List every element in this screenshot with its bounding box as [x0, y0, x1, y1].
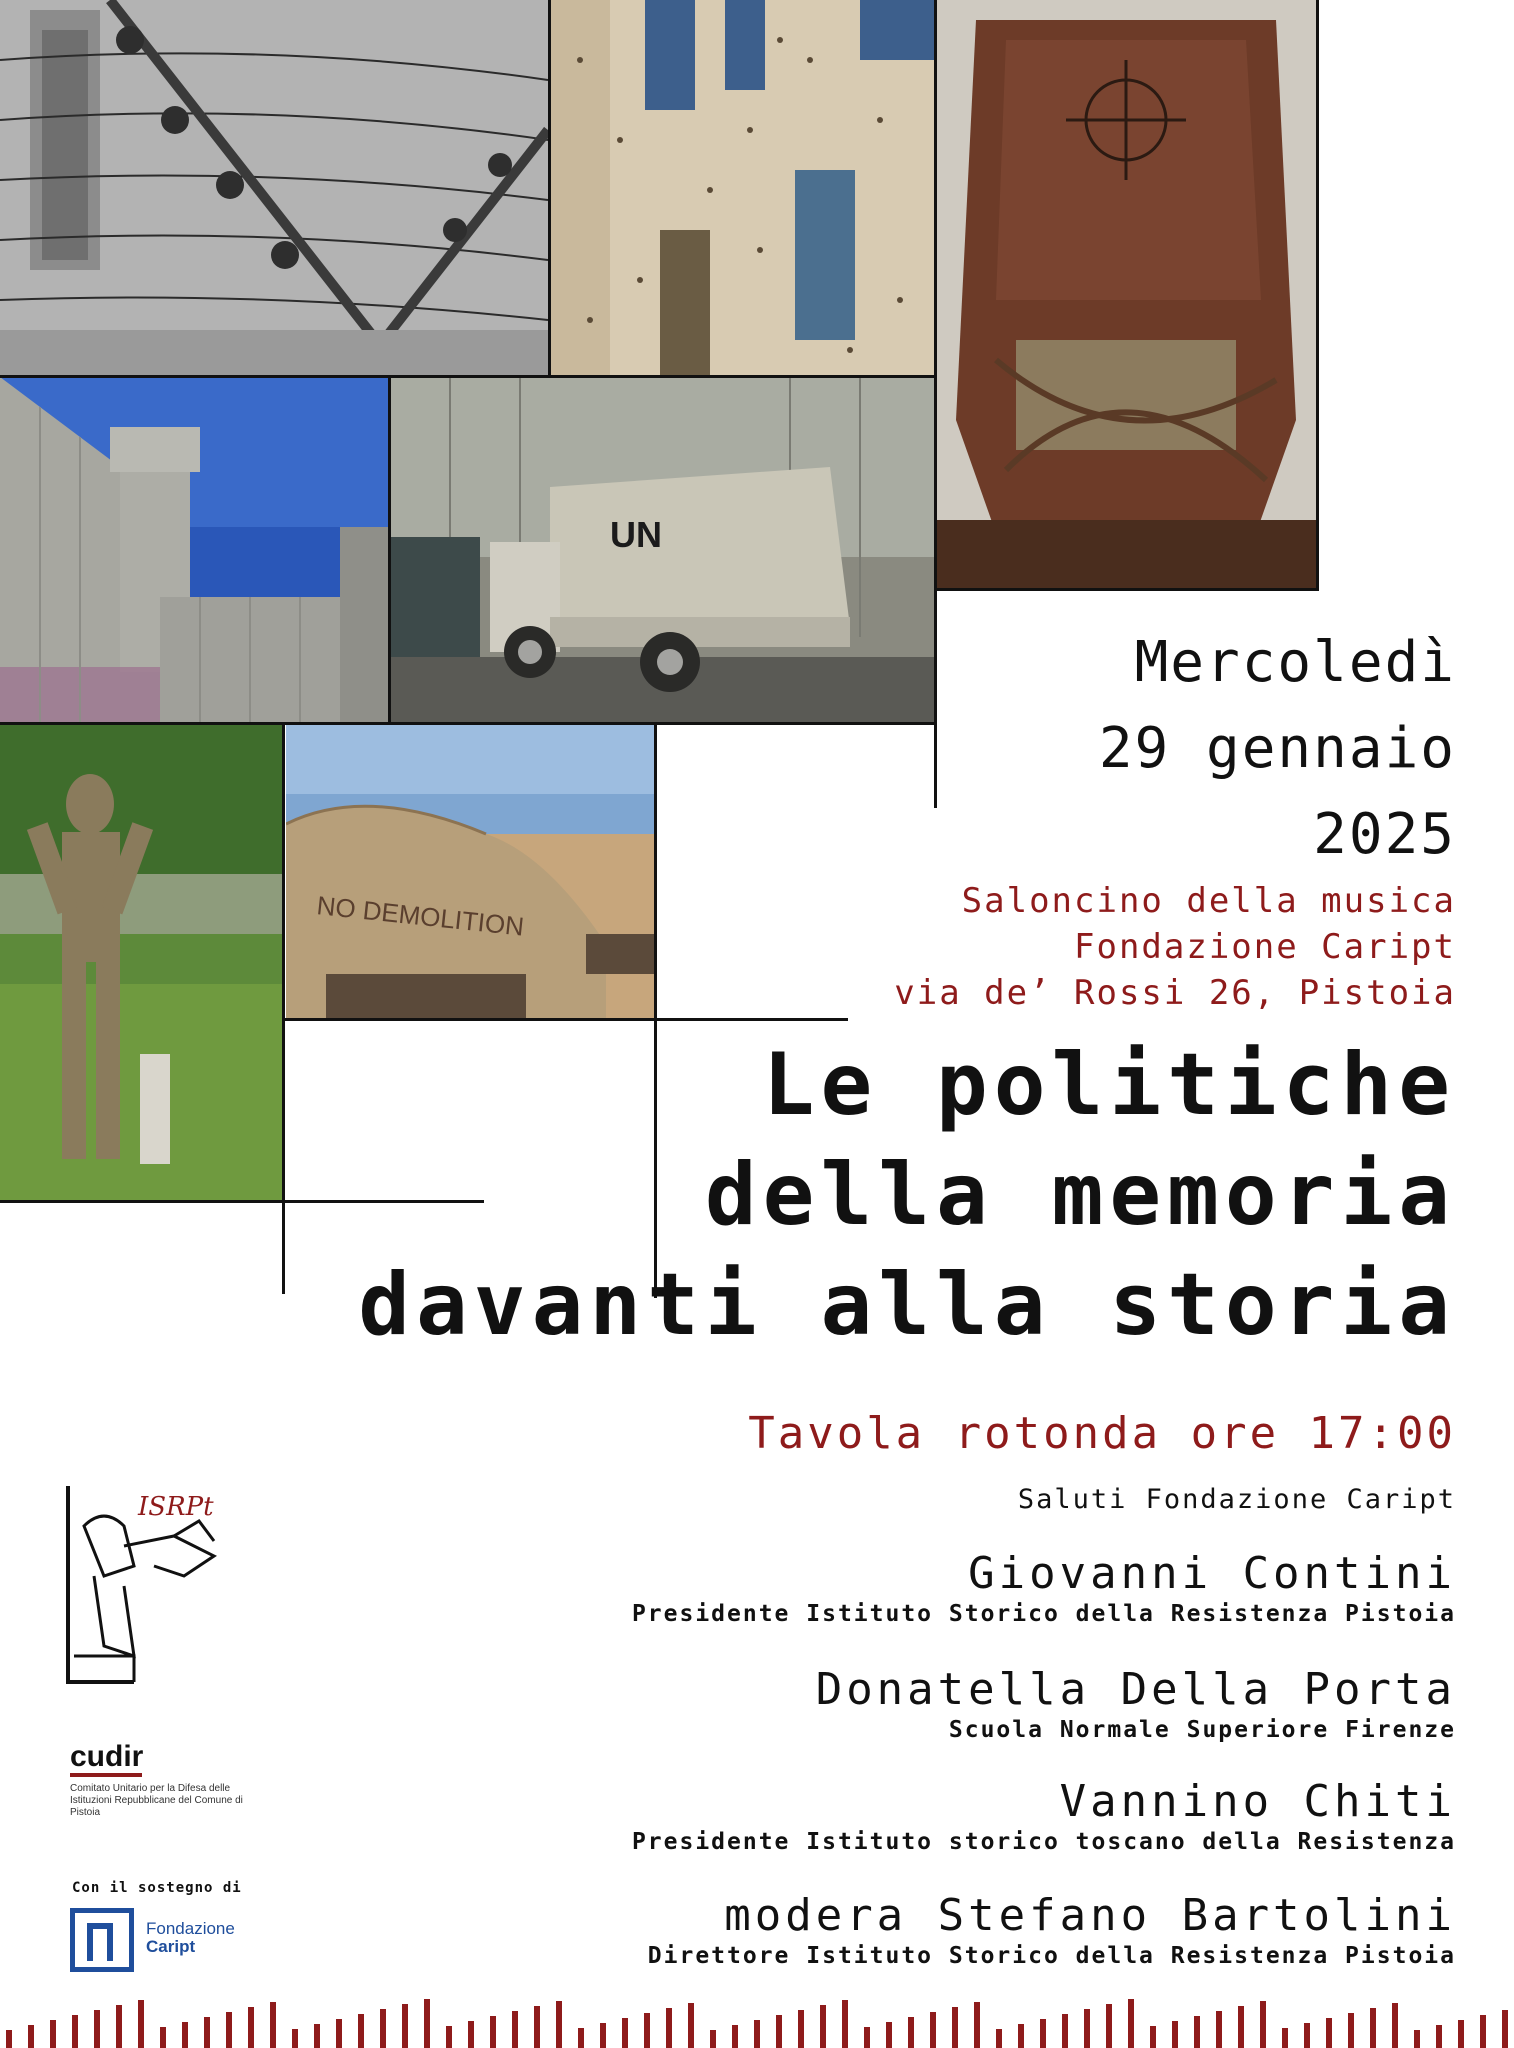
- bar: [402, 2004, 408, 2048]
- bar: [1414, 2030, 1420, 2048]
- bar: [1150, 2026, 1156, 2048]
- title-line-2: della memoria: [704, 1145, 1456, 1245]
- venue-address: via de’ Rossi 26, Pistoia: [894, 973, 1456, 1013]
- event-venue: [894, 878, 1456, 1016]
- bar: [512, 2011, 518, 2048]
- bar: [952, 2007, 958, 2048]
- photo-statue-park: [0, 724, 282, 1200]
- bar: [886, 2022, 892, 2048]
- rule-vertical-1: [548, 0, 551, 377]
- bar: [776, 2015, 782, 2048]
- speaker-1: [632, 1548, 1456, 1628]
- bar: [1502, 2010, 1508, 2048]
- bar: [754, 2020, 760, 2048]
- bar: [292, 2029, 298, 2048]
- isrpt-text: ISRPt: [138, 1492, 214, 1522]
- rule-vertical-3: [388, 377, 391, 723]
- bar: [336, 2019, 342, 2048]
- bar: [556, 2001, 562, 2048]
- bar: [116, 2005, 122, 2048]
- bar: [270, 2002, 276, 2048]
- bar: [578, 2028, 584, 2048]
- bar: [1018, 2024, 1024, 2048]
- speaker-role: Scuola Normale Superiore Firenze: [948, 1717, 1456, 1743]
- bar: [688, 2003, 694, 2048]
- bar: [1304, 2023, 1310, 2048]
- bar: [1326, 2018, 1332, 2048]
- rule-vertical-4: [282, 724, 285, 1294]
- bar: [424, 1999, 430, 2048]
- tent-text: NO DEMOLITION: [315, 890, 526, 942]
- date-weekday: Mercoledì: [1134, 630, 1456, 695]
- bar: [1172, 2021, 1178, 2048]
- bar: [204, 2017, 210, 2048]
- title-line-3: davanti alla storia: [358, 1255, 1456, 1355]
- speaker-name: Vannino Chiti: [1059, 1776, 1456, 1827]
- bar: [534, 2006, 540, 2048]
- bar: [160, 2027, 166, 2048]
- bar: [1282, 2028, 1288, 2048]
- bar: [6, 2030, 12, 2048]
- truck-un-text: UN: [610, 514, 662, 555]
- event-date: [1099, 620, 1456, 878]
- rule-horizontal-1: [0, 375, 936, 378]
- speaker-role: Direttore Istituto Storico della Resistenza Pistoia: [647, 1943, 1456, 1969]
- venue-room: Saloncino della musica: [961, 881, 1456, 921]
- photo-tent-demolition: [286, 724, 654, 1020]
- bar: [248, 2007, 254, 2048]
- title-line-1: Le politiche: [762, 1035, 1456, 1135]
- bar: [1194, 2016, 1200, 2048]
- decorative-bars: [0, 1998, 1514, 2048]
- photo-barbed-wire: [0, 0, 548, 375]
- caript-line-1: Fondazione: [146, 1919, 235, 1938]
- speaker-3: [632, 1776, 1456, 1856]
- bar: [226, 2012, 232, 2048]
- rule-right-edge: [1316, 0, 1319, 591]
- bar: [666, 2008, 672, 2048]
- speaker-2: [816, 1664, 1456, 1744]
- bar: [1392, 2003, 1398, 2048]
- speaker-role: Presidente Istituto Storico della Resistenza Pistoia: [631, 1601, 1456, 1627]
- speaker-name: modera Stefano Bartolini: [724, 1890, 1456, 1941]
- bar: [446, 2026, 452, 2048]
- cudir-subtitle: Comitato Unitario per la Difesa delle Istituzioni Repubblicane del Comune di Pistoia: [70, 1783, 243, 1818]
- bar: [974, 2002, 980, 2048]
- bar: [1040, 2019, 1046, 2048]
- bar: [930, 2012, 936, 2048]
- bar: [1128, 1999, 1134, 2048]
- greetings: Saluti Fondazione Caript: [1017, 1484, 1456, 1515]
- date-day-month: 29 gennaio: [1098, 716, 1456, 781]
- cudir-underline: [70, 1773, 142, 1777]
- bar: [622, 2018, 628, 2048]
- date-year: 2025: [1313, 802, 1456, 867]
- support-label: Con il sostegno di: [72, 1880, 242, 1896]
- bar: [1458, 2020, 1464, 2048]
- photo-rusted-sculpture: [936, 0, 1316, 590]
- bar: [490, 2016, 496, 2048]
- bar: [1436, 2025, 1442, 2048]
- bar: [1480, 2015, 1486, 2048]
- bar: [820, 2005, 826, 2048]
- rule-horizontal-2: [936, 588, 1316, 591]
- bar: [842, 2000, 848, 2048]
- bar: [732, 2025, 738, 2048]
- caript-line-2: Caript: [146, 1937, 196, 1956]
- bar: [710, 2030, 716, 2048]
- bar: [1106, 2004, 1112, 2048]
- bar: [1084, 2009, 1090, 2048]
- venue-foundation: Fondazione Caript: [1074, 927, 1456, 967]
- fondazione-caript-logo-icon: [70, 1908, 134, 1972]
- speaker-name: Donatella Della Porta: [815, 1664, 1456, 1715]
- rule-horizontal-3: [0, 722, 936, 725]
- bar: [468, 2021, 474, 2048]
- speaker-moderator: [648, 1890, 1456, 1970]
- bar: [94, 2010, 100, 2048]
- bar: [314, 2024, 320, 2048]
- bar: [50, 2020, 56, 2048]
- bar: [908, 2017, 914, 2048]
- speaker-role: Presidente Istituto storico toscano della Resistenza: [631, 1829, 1456, 1855]
- bar: [1216, 2011, 1222, 2048]
- bar: [600, 2023, 606, 2048]
- speaker-name: Giovanni Contini: [968, 1548, 1456, 1599]
- rule-vertical-2: [934, 0, 937, 808]
- round-table-time: Tavola rotonda ore 17:00: [748, 1408, 1456, 1459]
- bar: [28, 2025, 34, 2048]
- bar: [1260, 2001, 1266, 2048]
- bar: [864, 2027, 870, 2048]
- rule-horizontal-4: [284, 1018, 848, 1021]
- bar: [358, 2014, 364, 2048]
- bar: [72, 2015, 78, 2048]
- bar: [182, 2022, 188, 2048]
- photo-bullet-wall: [550, 0, 934, 375]
- bar: [1062, 2014, 1068, 2048]
- bar: [380, 2009, 386, 2048]
- photo-separation-wall: [0, 377, 388, 722]
- event-title: [358, 1030, 1456, 1360]
- bar: [138, 2000, 144, 2048]
- fondazione-caript-text: [146, 1920, 235, 1956]
- bar: [996, 2029, 1002, 2048]
- cudir-logo: cudir: [70, 1740, 144, 1773]
- bar: [798, 2010, 804, 2048]
- bar: [1370, 2008, 1376, 2048]
- bar: [644, 2013, 650, 2048]
- bar: [1238, 2006, 1244, 2048]
- bar: [1348, 2013, 1354, 2048]
- photo-un-truck: [390, 377, 934, 722]
